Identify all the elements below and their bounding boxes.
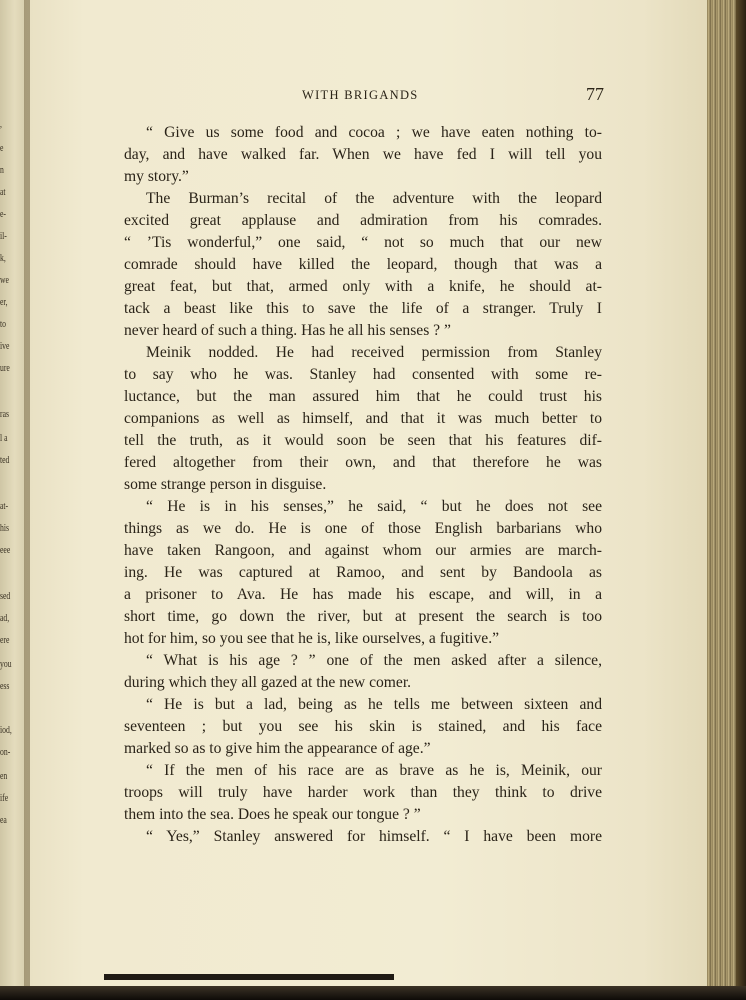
text-line: companions as well as himself, and that it was much better to xyxy=(124,410,602,427)
bleed-text: l a xyxy=(0,432,8,444)
bottom-bar xyxy=(104,974,394,980)
text-line: some strange person in disguise. xyxy=(124,476,327,493)
bleed-text: ure xyxy=(0,362,10,374)
bleed-text: , xyxy=(0,118,2,130)
bleed-text: e xyxy=(0,142,4,154)
text-line: my story.” xyxy=(124,168,189,185)
text-line: “ Give us some food and cocoa ; we have eaten nothing to- xyxy=(146,124,602,141)
text-line: great feat, but that, armed only with a knife, he should at- xyxy=(124,278,602,295)
bleed-text: ife xyxy=(0,792,9,804)
text-line: “ Yes,” Stanley answered for himself. “ I have been more xyxy=(146,828,602,845)
text-line: them into the sea. Does he speak our tongue ? ” xyxy=(124,806,421,823)
text-line: during which they all gazed at the new comer. xyxy=(124,674,412,691)
bleed-text: you xyxy=(0,658,12,670)
text-line: a prisoner to Ava. He has made his escape, and will, in a xyxy=(124,586,602,603)
bleed-text: n xyxy=(0,164,4,176)
text-line: fered altogether from their own, and that therefore he was xyxy=(124,454,602,471)
text-line: excited great applause and admiration from his comrades. xyxy=(124,212,602,229)
bleed-text: his xyxy=(0,522,9,534)
bleed-text: ras xyxy=(0,408,9,420)
text-line: marked so as to give him the appearance of age.” xyxy=(124,740,431,757)
text-line: “ If the men of his race are as brave as he is, Meinik, our xyxy=(146,762,602,779)
running-title: WITH BRIGANDS xyxy=(302,88,419,102)
bleed-text: ess xyxy=(0,680,10,692)
text-line: have taken Rangoon, and against whom our armies are march- xyxy=(124,542,602,559)
book-cover-edge xyxy=(736,0,746,1000)
bleed-text: on- xyxy=(0,746,11,758)
text-line: ing. He was captured at Ramoo, and sent by Bandoola as xyxy=(124,564,602,581)
bottom-edge xyxy=(0,986,746,1000)
text-line: “ What is his age ? ” one of the men asked after a silence, xyxy=(146,652,602,669)
bleed-text: eee xyxy=(0,544,11,556)
bleed-text: ive xyxy=(0,340,10,352)
bleed-text: ea xyxy=(0,814,7,826)
bleed-text: il- xyxy=(0,230,7,242)
page-number: 77 xyxy=(586,84,604,104)
text-line: hot for him, so you see that he is, like ourselves, a fugitive.” xyxy=(124,630,500,647)
text-line: to say who he was. Stanley had consented with some re- xyxy=(124,366,602,383)
text-line: tack a beast like this to save the life of a stranger. Truly I xyxy=(124,300,602,317)
book-page xyxy=(30,0,710,986)
text-line: luctance, but the man assured him that he could trust his xyxy=(124,388,602,405)
text-line: “ ’Tis wonderful,” one said, “ not so much that our new xyxy=(124,234,602,251)
text-line: day, and have walked far. When we have fed I will tell you xyxy=(124,146,602,163)
text-line: Meinik nodded. He had received permission from Stanley xyxy=(146,344,602,361)
bleed-text: at- xyxy=(0,500,9,512)
body-text xyxy=(124,122,602,848)
bleed-text: at xyxy=(0,186,6,198)
bleed-text: k, xyxy=(0,252,6,264)
text-line: The Burman’s recital of the adventure with the leopard xyxy=(146,190,602,207)
bleed-text: er, xyxy=(0,296,8,308)
text-line: never heard of such a thing. Has he all his senses ? ” xyxy=(124,322,451,339)
text-line: things as we do. He is one of those English barbarians who xyxy=(124,520,602,537)
bleed-text: we xyxy=(0,274,9,286)
text-line: troops will truly have harder work than they think to drive xyxy=(124,784,602,801)
bleed-text: e- xyxy=(0,208,6,220)
bleed-text: ad, xyxy=(0,612,10,624)
running-head xyxy=(30,84,710,108)
text-line: “ He is in his senses,” he said, “ but he does not see xyxy=(146,498,602,515)
bleed-text: sed xyxy=(0,590,11,602)
text-line: “ He is but a lad, being as he tells me between sixteen and xyxy=(146,696,602,713)
text-line: short time, go down the river, but at present the search is too xyxy=(124,608,602,625)
bleed-text: en xyxy=(0,770,8,782)
text-line: comrade should have killed the leopard, though that was a xyxy=(124,256,602,273)
text-line: tell the truth, as it would soon be seen that his features dif- xyxy=(124,432,602,449)
bleed-text: ere xyxy=(0,634,10,646)
bleed-text: ted xyxy=(0,454,10,466)
text-line: seventeen ; but you see his skin is stained, and his face xyxy=(124,718,602,735)
page-block-edge xyxy=(707,0,746,1000)
bleed-text: to xyxy=(0,318,6,330)
bleed-text: iod, xyxy=(0,724,12,736)
